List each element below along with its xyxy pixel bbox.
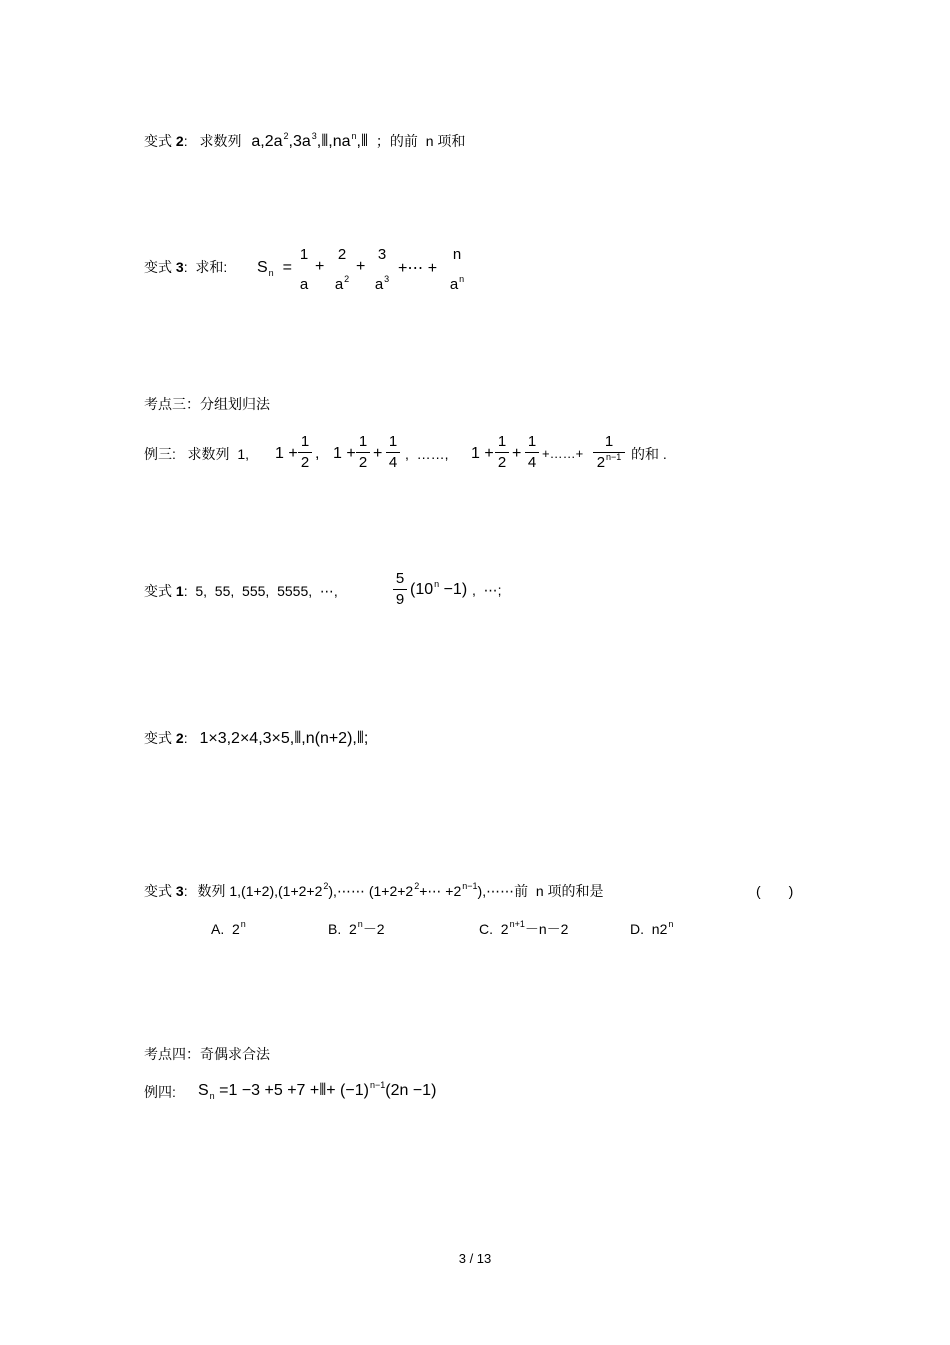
variant-label: 变式 3:: [144, 883, 188, 899]
trailing-ellipsis: , ⋯;: [472, 582, 502, 598]
ellipsis-plus: +⋯ +: [398, 260, 438, 277]
sequence-expression: $a,2a^2,3a^3,⦀,na^n,⦀$: [251, 131, 369, 150]
fraction-quarter: 1 4: [525, 433, 539, 472]
term-expression: 1 +: [333, 445, 356, 462]
example-3-tail: 的和 .: [631, 446, 667, 462]
sum-symbol: $S_n$ =: [257, 259, 292, 278]
plus-sign: +: [512, 445, 522, 462]
page-number: 3 / 13: [458, 1251, 492, 1266]
variant-2-sum-problem: [144, 131, 465, 153]
fraction-1-over-a: 1 a: [299, 246, 309, 293]
variant-label: 变式 2:: [144, 133, 188, 149]
section-title-4: 考点四：奇偶求合法: [144, 1046, 270, 1062]
option-d: D. n2$^n$: [630, 919, 674, 937]
fraction-2-over-a2: 2 $a^2$: [334, 246, 350, 293]
answer-parentheses: ( ): [756, 883, 794, 899]
fraction-quarter: 1 4: [386, 433, 400, 472]
product-expression: 1×3,2×4,3×5,⦀,n(n+2),⦀;: [199, 730, 369, 747]
fraction-half: 1 2: [298, 433, 312, 472]
option-b: B. $2^n-2$: [328, 919, 385, 937]
plus-sign: +: [373, 445, 383, 462]
plus-sign: +: [315, 258, 325, 275]
example-4-label: 例四:: [144, 1084, 176, 1100]
plus-sign: +: [356, 258, 366, 275]
option-c: C. $2^{n+1}-n-2$: [479, 919, 569, 937]
expression-10n: $(10^n -1)$: [410, 579, 468, 598]
problem-text: 数列 $1,(1+2),(1+2+2^2),\cdots\cdots$ ($1+2+2^2+\cdots$ $+2^{n-1}),\cdots\cdots$前 n 项的和是: [197, 881, 604, 899]
fraction-half: 1 2: [356, 433, 370, 472]
ellipsis-plus: +……+: [542, 446, 584, 461]
variant-1-sequence: 变式 1: 5, 55, 555, 5555, ⋯,: [144, 583, 338, 599]
variant-2-product-sequence: [144, 728, 368, 749]
ellipsis: , ……,: [405, 446, 449, 462]
fraction-3-over-a3: 3 $a^3$: [374, 246, 390, 293]
term-expression: 1 +: [275, 445, 298, 462]
option-a: A. 2$^n$: [211, 919, 246, 937]
fraction-one-over-2n-1: 1 $2^{n-1}$: [593, 433, 625, 473]
variant-label: 变式 2:: [144, 730, 188, 746]
term-expression: 1 +: [471, 445, 494, 462]
fraction-n-over-an: n $a^n$: [449, 246, 465, 293]
variant-3-geometric-sum: [144, 881, 604, 903]
separator: ,: [315, 445, 320, 462]
example-3-label: 例三: 求数列 1,: [144, 446, 250, 462]
fraction-5-9: 5 9: [393, 570, 407, 609]
fraction-half: 1 2: [495, 433, 509, 472]
problem-text-tail: ；的前 n 项和: [375, 133, 466, 149]
alternating-sum-expression: $S_n =1 -3 +5 +7$ +⦀+ $(-1)^{n-1}(2n -1)$: [198, 1080, 437, 1101]
problem-text: 求数列: [199, 133, 242, 149]
variant-3-label: 变式 3: 求和:: [144, 259, 228, 275]
section-title-3: 考点三：分组划归法: [144, 396, 270, 412]
